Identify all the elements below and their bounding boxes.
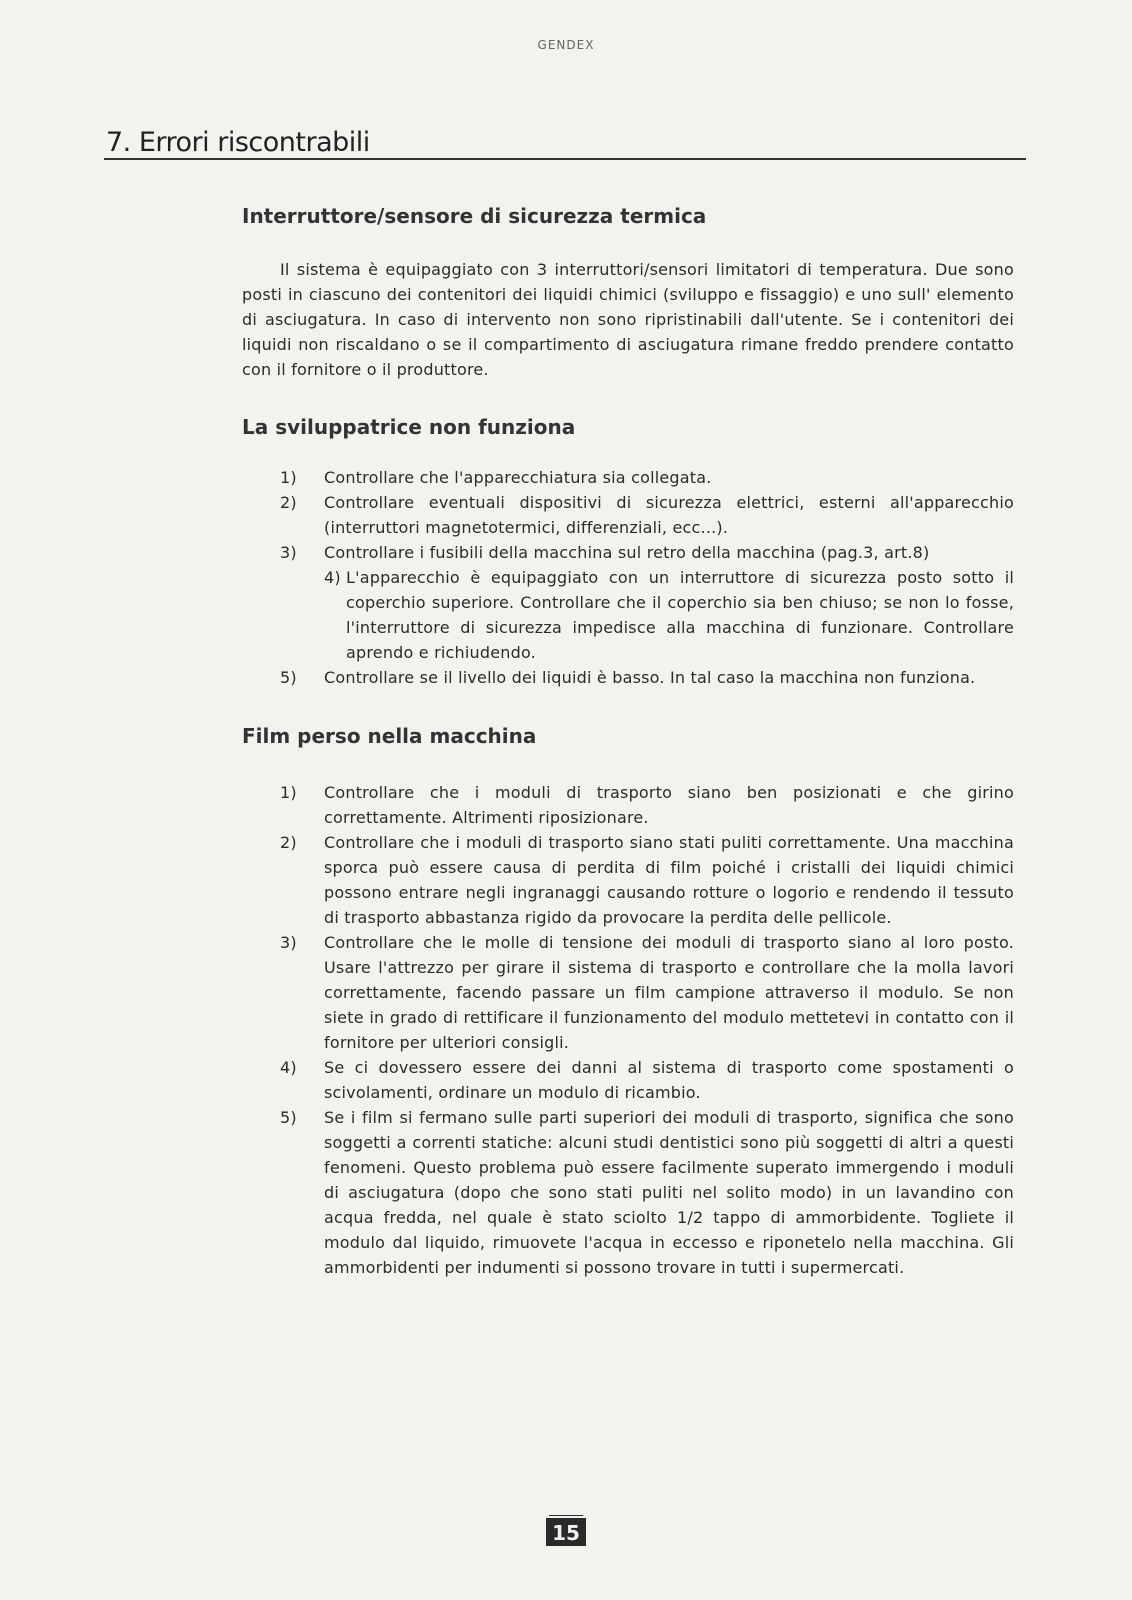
section-title-not-working: La sviluppatrice non funziona: [242, 415, 576, 439]
list-item: [242, 465, 1014, 490]
page-content: [242, 204, 1014, 1280]
list-item: [242, 780, 1014, 830]
chapter-divider: [104, 158, 1026, 160]
item-text: Controllare che i moduli di trasporto siano ben posizionati e che girino correttamente. Altrimenti riposizionare.: [324, 783, 1014, 827]
item-number: 3): [280, 933, 297, 952]
item-number: 2): [280, 833, 297, 852]
page-number: [0, 1518, 1132, 1546]
item-text: Controllare che i moduli di trasporto siano stati puliti correttamente. Una macchina sporca può essere causa di perdita di film poiché i cristalli dei liquidi chimici possono entrare negli ingranaggi causando rotture o logorio e rendendo il tessuto di trasporto abbastanza rigido da provocare la perdita delle pellicole.: [324, 833, 1014, 927]
paragraph-text: Il sistema è equipaggiato con 3 interruttori/sensori limitatori di temperatura. Due sono posti in ciascuno dei contenitori dei liquidi chimici (sviluppo e fissaggio) e uno sull' elemento di asciugatura. In caso di intervento non sono ripristinabili dall'utente. Se i contenitori dei liquidi non riscaldano o se il compartimento di asciugatura rimane freddo prendere contatto con il fornitore o il produttore.: [242, 260, 1014, 379]
list-item: [242, 565, 1014, 665]
item-text: Controllare che l'apparecchiatura sia collegata.: [324, 468, 712, 487]
item-number: 1): [280, 783, 297, 802]
item-number: 4): [324, 568, 341, 587]
item-number: 4): [280, 1058, 297, 1077]
item-text: Controllare eventuali dispositivi di sicurezza elettrici, esterni all'apparecchio (interruttori magnetotermici, differenziali, ecc...).: [324, 493, 1014, 537]
page-number-label: 15: [546, 1518, 586, 1546]
item-text: Controllare i fusibili della macchina sul retro della macchina (pag.3, art.8): [324, 543, 930, 562]
list-item: [242, 1105, 1014, 1280]
item-text: Se i film si fermano sulle parti superiori dei moduli di trasporto, significa che sono soggetti a correnti statiche: alcuni studi dentistici sono più soggetti di altri a questi fenomeni. Questo problema può essere facilmente superato immergendo i moduli di asciugatura (dopo che sono stati puliti nel solito modo) in un lavandino con acqua fredda, nel quale è stato sciolto 1/2 tappo di ammorbidente. Togliete il modulo dal liquido, rimuovete l'acqua in eccesso e riponetelo nella macchina. Gli ammorbidenti per indumenti si possono trovare in tutti i supermercati.: [324, 1108, 1014, 1277]
list-item: [242, 830, 1014, 930]
item-number: 5): [280, 668, 297, 687]
section-title-film-lost: Film perso nella macchina: [242, 724, 537, 748]
item-text: Controllare se il livello dei liquidi è basso. In tal caso la macchina non funziona.: [324, 668, 976, 687]
list-film-lost: [242, 780, 1014, 1280]
item-text: Controllare che le molle di tensione dei moduli di trasporto siano al loro posto. Usare l'attrezzo per girare il sistema di trasporto e controllare che la molla lavori correttamente, facendo passare un film campione attraverso il modulo. Se non siete in grado di rettificare il funzionamento del modulo mettetevi in contatto con il fornitore per ulteriori consigli.: [324, 933, 1014, 1052]
item-number: 2): [280, 493, 297, 512]
list-not-working: [242, 465, 1014, 690]
list-item: [242, 665, 1014, 690]
section-title-thermal-sensor: Interruttore/sensore di sicurezza termica: [242, 204, 707, 228]
item-text: L'apparecchio è equipaggiato con un interruttore di sicurezza posto sotto il coperchio superiore. Controllare che il coperchio sia ben chiuso; se non lo fosse, l'interruttore di sicurezza impedisce alla macchina di funzionare. Controllare aprendo e richiudendo.: [346, 568, 1014, 662]
list-item: [242, 930, 1014, 1055]
list-item: [242, 1055, 1014, 1105]
item-text: Se ci dovessero essere dei danni al sistema di trasporto come spostamenti o scivolamenti, ordinare un modulo di ricambio.: [324, 1058, 1014, 1102]
item-number: 5): [280, 1108, 297, 1127]
chapter-title: 7. Errori riscontrabili: [106, 127, 370, 158]
list-item: [242, 490, 1014, 540]
section-paragraph-thermal-sensor: [242, 257, 1014, 382]
item-number: 1): [280, 468, 297, 487]
item-number: 3): [280, 543, 297, 562]
list-item: [242, 540, 1014, 565]
page-header: GENDEX: [537, 38, 595, 52]
